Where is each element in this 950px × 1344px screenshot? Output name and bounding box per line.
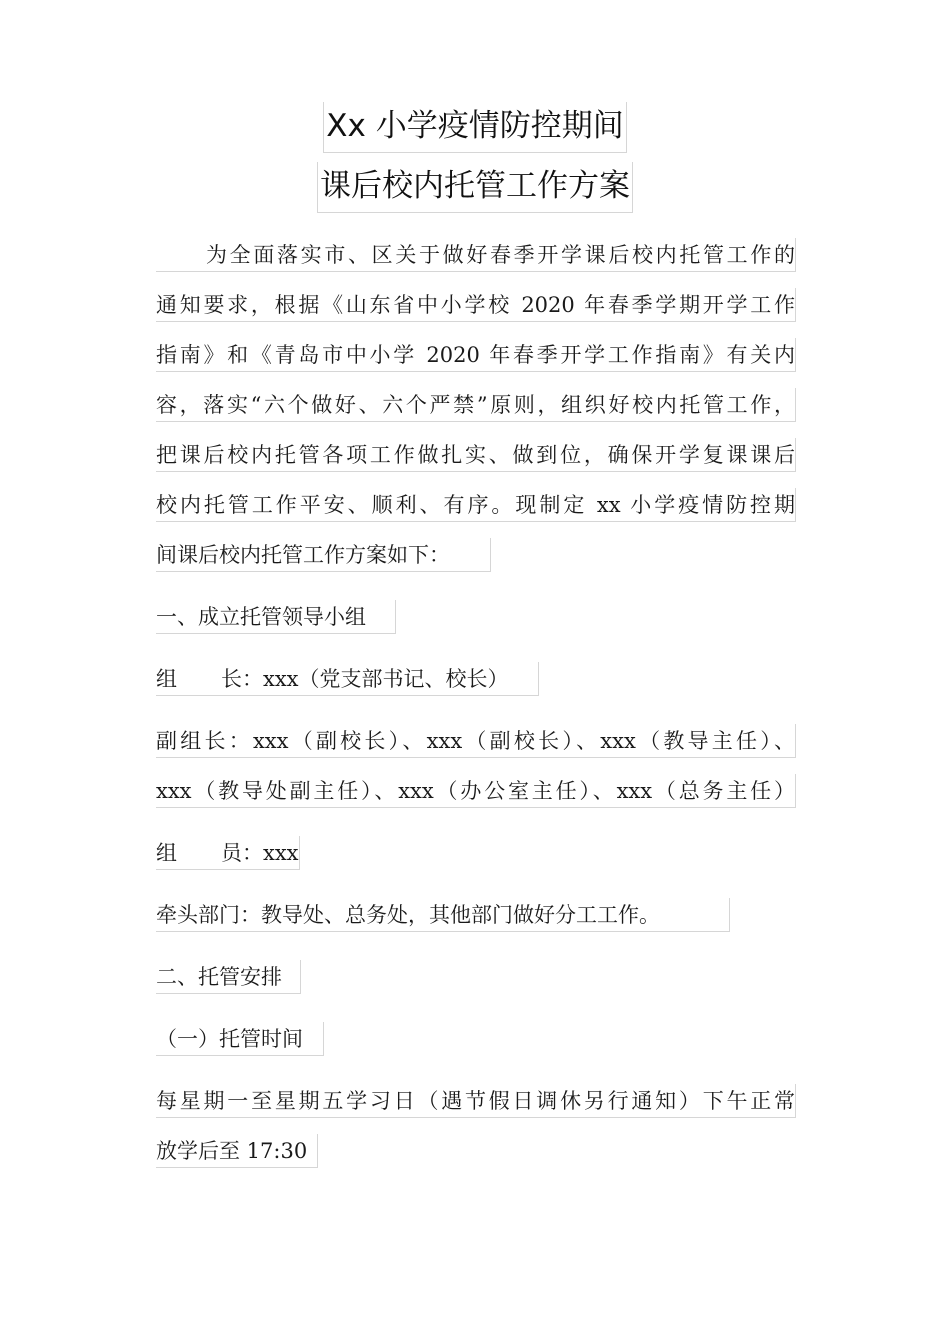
- section-heading: 二、托管安排: [156, 960, 301, 994]
- intro-paragraph-line: 通知要求，根据《山东省中小学校 2020 年春季学期开学工作: [156, 288, 796, 322]
- intro-paragraph-line: 把课后校内托管各项工作做扎实、做到位，确保开学复课课后: [156, 438, 796, 472]
- leader-label-rest: 长：xxx（党支部书记、校长）: [221, 667, 509, 691]
- intro-paragraph-line: 指南》和《青岛市中小学 2020 年春季开学工作指南》有关内: [156, 338, 796, 372]
- member-label-rest: 员：xxx: [221, 841, 299, 865]
- schedule-time-line: 放学后至 17:30: [156, 1134, 318, 1168]
- member-label-first-char: 组: [156, 841, 177, 865]
- schedule-time-line: 每星期一至星期五学习日（遇节假日调休另行通知）下午正常: [156, 1084, 796, 1118]
- document-title-line-2: 课后校内托管工作方案: [0, 162, 950, 213]
- member-line: [156, 836, 300, 870]
- intro-paragraph-line: 间课后校内托管工作方案如下：: [156, 538, 491, 572]
- intro-paragraph-line: 为全面落实市、区关于做好春季开学课后校内托管工作的: [156, 238, 796, 272]
- leader-line: [156, 662, 539, 696]
- subsection-heading: （一）托管时间: [156, 1022, 324, 1056]
- intro-paragraph-line: 校内托管工作平安、顺利、有序。现制定 xx 小学疫情防控期: [156, 488, 796, 522]
- leader-label-first-char: 组: [156, 667, 177, 691]
- deputy-leaders-line: xxx（教导处副主任）、xxx（办公室主任）、xxx（总务主任）: [156, 774, 796, 808]
- lead-department-line: 牵头部门：教导处、总务处，其他部门做好分工工作。: [156, 898, 730, 932]
- intro-paragraph-line: 容，落实“六个做好、六个严禁”原则，组织好校内托管工作，: [156, 388, 796, 422]
- document-title-line-1: Xx 小学疫情防控期间: [0, 102, 950, 153]
- section-heading: 一、成立托管领导小组: [156, 600, 396, 634]
- deputy-leaders-line: 副组长：xxx（副校长）、xxx（副校长）、xxx（教导主任）、: [156, 724, 796, 758]
